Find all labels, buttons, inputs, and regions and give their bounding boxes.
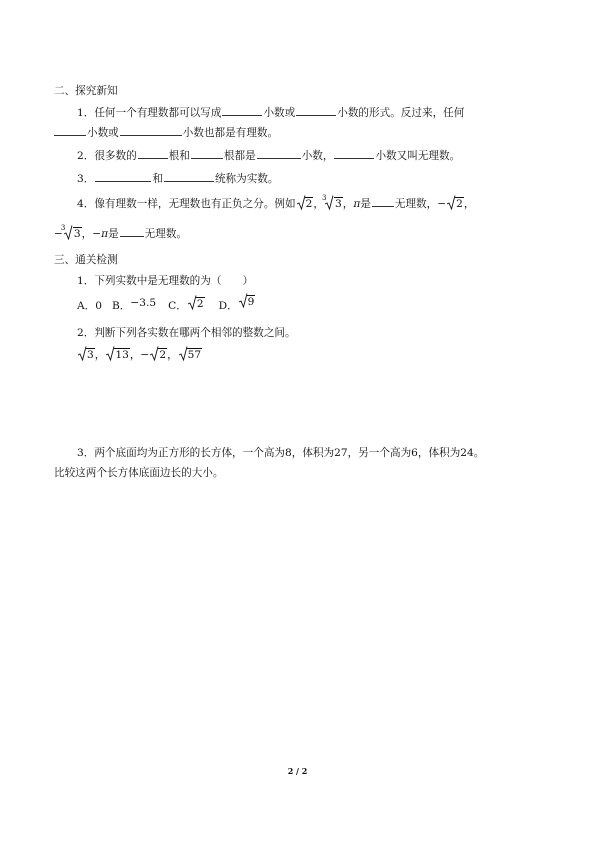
q-text: 小数或: [87, 127, 119, 139]
q-text: 像有理数一样，无理数也有正负之分。例如: [94, 198, 296, 210]
option-b[interactable]: −3.5: [130, 297, 157, 309]
sqrt-2-expression: [447, 197, 464, 211]
q-text: 两个底面均为正方形的长方体，一个高为8，体积为27，另一个高为6，体积为24。: [94, 447, 485, 459]
option-a[interactable]: 0: [95, 300, 102, 312]
answer-blank[interactable]: [372, 195, 394, 207]
sqrt-13: [106, 348, 129, 362]
check-q2: [77, 326, 296, 340]
answer-blank[interactable]: [191, 147, 223, 159]
q-text: 小数或: [263, 107, 296, 119]
q-text: 任何一个有理数都可以写成: [94, 107, 222, 119]
radical-sign-icon: [325, 195, 334, 210]
q-number: 4．: [77, 198, 95, 210]
radicand: 57: [187, 349, 202, 361]
check-q1-options: [77, 296, 255, 313]
radical-sign-icon: [179, 346, 188, 361]
q-text: 下列实数中是无理数的为（ ）: [94, 275, 254, 287]
q-text: ，: [129, 349, 141, 361]
option-d-label: D．: [218, 300, 238, 312]
radical-sign-icon: [78, 346, 87, 361]
explore-q4-line2: [54, 225, 187, 241]
q-text: 小数，: [301, 150, 334, 162]
minus-sign: −: [437, 198, 447, 210]
root-index: 3: [60, 224, 66, 232]
page-number: 2 / 2: [287, 766, 308, 776]
sqrt-57: [179, 348, 202, 362]
q-text: 无理数，: [394, 198, 438, 210]
answer-blank[interactable]: [95, 170, 151, 182]
option-b-label: B．: [112, 300, 131, 312]
answer-blank[interactable]: [120, 124, 182, 136]
q-text: ，: [463, 198, 475, 210]
q-number: 2．: [77, 327, 95, 339]
radical-sign-icon: [297, 195, 306, 210]
sqrt-2-expression: [297, 197, 314, 211]
radicand: 2: [196, 298, 204, 310]
q-text: 小数又叫无理数。: [375, 150, 461, 162]
answer-blank[interactable]: [54, 124, 86, 136]
radicand: 13: [115, 349, 129, 361]
q-text: 根和: [168, 150, 190, 162]
radicand: 2: [456, 198, 463, 210]
q-text: ，: [167, 349, 178, 361]
q-text: ，: [313, 198, 324, 210]
q-text: ，: [342, 198, 354, 210]
radical-sign-icon: [239, 293, 248, 308]
q-text: 判断下列各实数在哪两个相邻的整数之间。: [94, 327, 296, 339]
negative-pi: −π: [92, 228, 109, 240]
answer-blank[interactable]: [164, 170, 214, 182]
explore-q2: [77, 147, 460, 163]
q-text: 根都是: [223, 150, 256, 162]
section-heading-explore: 二、探究新知: [54, 85, 118, 97]
radicand: 2: [159, 349, 167, 361]
q-number: 1．: [77, 107, 95, 119]
check-q2-numbers: [77, 348, 202, 362]
radicand: 3: [87, 349, 94, 361]
explore-q4-line1: [77, 195, 474, 211]
q-number: 2．: [77, 150, 95, 162]
minus-sign: −: [140, 349, 150, 361]
cbrt-3-expression: [60, 224, 82, 241]
q-text: 是: [360, 198, 371, 210]
q-text: 很多数的: [94, 150, 137, 162]
radical-sign-icon: [188, 295, 197, 310]
answer-blank[interactable]: [334, 147, 374, 159]
answer-blank[interactable]: [138, 147, 168, 159]
root-index: 3: [321, 194, 327, 202]
sqrt-2: [150, 348, 167, 362]
radicand: 3: [334, 198, 342, 210]
radical-sign-icon: [150, 346, 159, 361]
radical-sign-icon: [106, 346, 115, 361]
radicand: 2: [305, 198, 313, 210]
radicand: 9: [247, 296, 255, 308]
explore-q3: [77, 170, 279, 186]
q-text: 小数的形式。反过来，任何: [337, 107, 465, 119]
check-q3-line1: [77, 446, 484, 460]
explore-q1-line2: [54, 124, 278, 140]
radical-sign-icon: [64, 225, 73, 240]
q-text: 是: [108, 228, 119, 240]
q-text: ，: [94, 349, 106, 361]
q-number: 1．: [77, 275, 95, 287]
check-q3-line2: 比较这两个长方体底面边长的大小。: [54, 467, 224, 479]
minus-sign: −: [54, 228, 63, 240]
radicand: 3: [73, 228, 81, 240]
q-text: 统称为实数。: [214, 173, 279, 185]
q-text: 小数也都是有理数。: [182, 127, 279, 139]
answer-blank[interactable]: [257, 147, 301, 159]
cbrt-3-expression: [321, 194, 343, 211]
sqrt-3: [78, 348, 95, 362]
pi-symbol: π: [353, 198, 361, 210]
answer-blank[interactable]: [120, 225, 144, 237]
option-a-label: A．: [77, 300, 96, 312]
check-q1: [77, 274, 253, 288]
explore-q1-line1: [77, 104, 464, 120]
section-heading-checkpoint: 三、通关检测: [54, 254, 118, 266]
q-number: 3．: [77, 173, 95, 185]
answer-blank[interactable]: [296, 104, 336, 116]
q-number: 3．: [77, 447, 95, 459]
q-text: ，: [81, 228, 93, 240]
radical-sign-icon: [447, 195, 456, 210]
option-c[interactable]: [188, 297, 205, 311]
option-c-label: C．: [168, 300, 187, 312]
answer-blank[interactable]: [222, 104, 262, 116]
q-text: 无理数。: [144, 228, 188, 240]
option-d[interactable]: [239, 295, 256, 309]
q-text: 和: [152, 173, 163, 185]
